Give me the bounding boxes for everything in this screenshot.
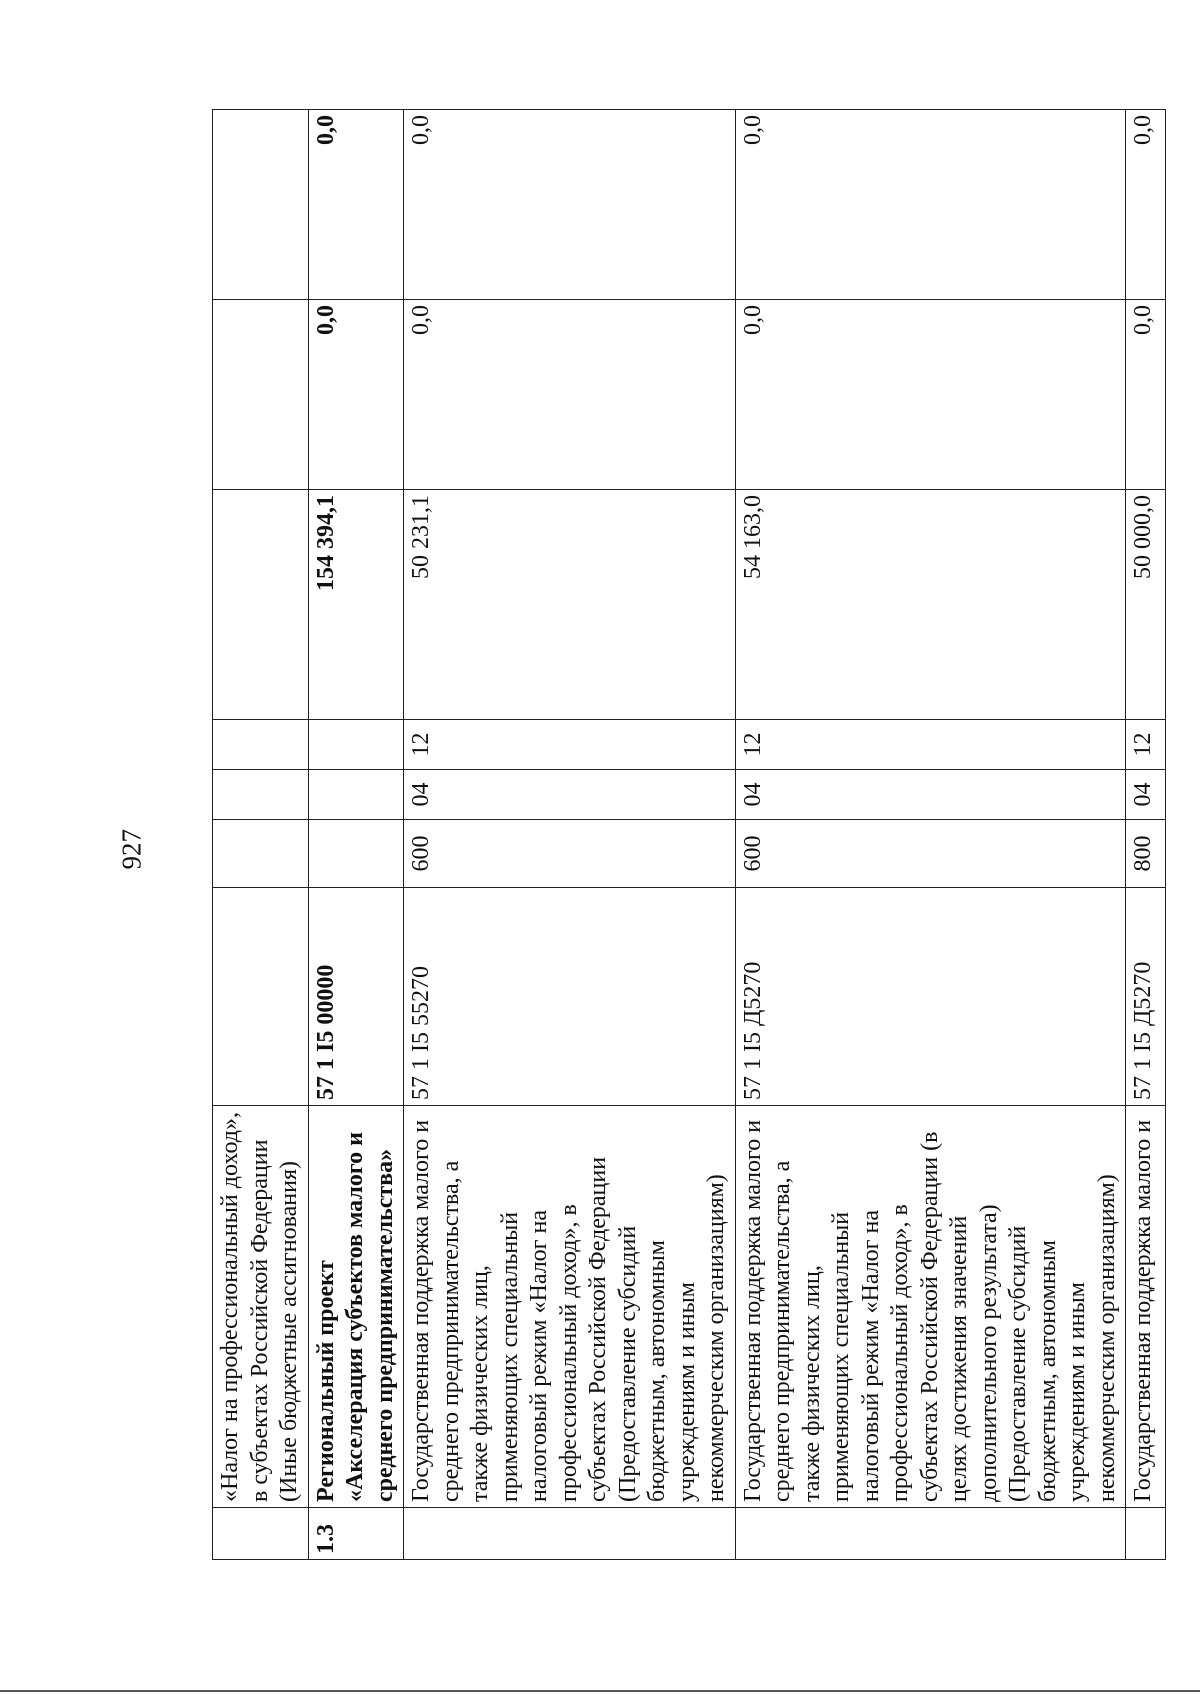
kcsr-cell: 57 1 I5 00000 xyxy=(308,888,404,1106)
row-number-cell: 1.3 xyxy=(308,1508,404,1560)
page-bottom-rule xyxy=(0,1690,1200,1692)
kcsr-cell xyxy=(213,888,309,1106)
table-row xyxy=(308,110,404,1560)
row-number-cell xyxy=(404,1508,736,1560)
budget-table xyxy=(212,109,1166,1560)
rz-cell: 04 xyxy=(735,770,1126,820)
sum-3-cell xyxy=(213,110,309,300)
pr-cell xyxy=(308,720,404,770)
table-row xyxy=(735,110,1126,1560)
pr-cell: 12 xyxy=(404,720,736,770)
table-row xyxy=(1126,110,1166,1560)
sum-2-cell: 0,0 xyxy=(308,300,404,490)
sum-2-cell: 0,0 xyxy=(1126,300,1166,490)
sum-1-cell xyxy=(213,490,309,720)
row-name-cell: Государственная поддержка малого и среднего предпринимательства, а также физических лиц, применяющих специальный налоговый режим «Налог на профессиональный доход», в субъектах Российской Федерации (Предоставление субсидий бюджетным, автономным учреждениям и иным некоммерческим организациям) xyxy=(404,1106,736,1508)
kcsr-cell: 57 1 I5 Д5270 xyxy=(1126,888,1166,1106)
sum-2-cell xyxy=(213,300,309,490)
rz-cell: 04 xyxy=(404,770,736,820)
sum-1-cell: 154 394,1 xyxy=(308,490,404,720)
page-number: 927 xyxy=(116,829,147,870)
rotated-table-frame xyxy=(212,110,1156,1560)
row-name-cell: Региональный проект «Акселерация субъектов малого и среднего предпринимательства» xyxy=(308,1106,404,1508)
kvr-cell: 800 xyxy=(1126,820,1166,888)
kvr-cell: 600 xyxy=(404,820,736,888)
kcsr-cell: 57 1 I5 Д5270 xyxy=(735,888,1126,1106)
kvr-cell xyxy=(213,820,309,888)
kvr-cell xyxy=(308,820,404,888)
sum-2-cell: 0,0 xyxy=(404,300,736,490)
kcsr-cell: 57 1 I5 55270 xyxy=(404,888,736,1106)
sum-3-cell: 0,0 xyxy=(735,110,1126,300)
budget-table-container xyxy=(212,110,1156,1560)
row-name-cell: Государственная поддержка малого и xyxy=(1126,1106,1166,1508)
sum-2-cell: 0,0 xyxy=(735,300,1126,490)
sum-1-cell: 50 231,1 xyxy=(404,490,736,720)
sum-1-cell: 50 000,0 xyxy=(1126,490,1166,720)
pr-cell: 12 xyxy=(735,720,1126,770)
sum-3-cell: 0,0 xyxy=(308,110,404,300)
table-row xyxy=(404,110,736,1560)
pr-cell xyxy=(213,720,309,770)
sum-3-cell: 0,0 xyxy=(1126,110,1166,300)
rz-cell xyxy=(308,770,404,820)
row-name-cell: Государственная поддержка малого и среднего предпринимательства, а также физических лиц, применяющих специальный налоговый режим «Налог на профессиональный доход», в субъектах Российской Федерации (в целях достижения значений дополнительного результата) (Предоставление субсидий бюджетным, автономным учреждениям и иным некоммерческим организациям) xyxy=(735,1106,1126,1508)
row-number-cell xyxy=(213,1508,309,1560)
kvr-cell: 600 xyxy=(735,820,1126,888)
rz-cell xyxy=(213,770,309,820)
row-number-cell xyxy=(735,1508,1126,1560)
sum-1-cell: 54 163,0 xyxy=(735,490,1126,720)
sum-3-cell: 0,0 xyxy=(404,110,736,300)
row-number-cell xyxy=(1126,1508,1166,1560)
row-name-cell: «Налог на профессиональный доход», в субъектах Российской Федерации (Иные бюджетные ассигнования) xyxy=(213,1106,309,1508)
rz-cell: 04 xyxy=(1126,770,1166,820)
table-row xyxy=(213,110,309,1560)
pr-cell: 12 xyxy=(1126,720,1166,770)
